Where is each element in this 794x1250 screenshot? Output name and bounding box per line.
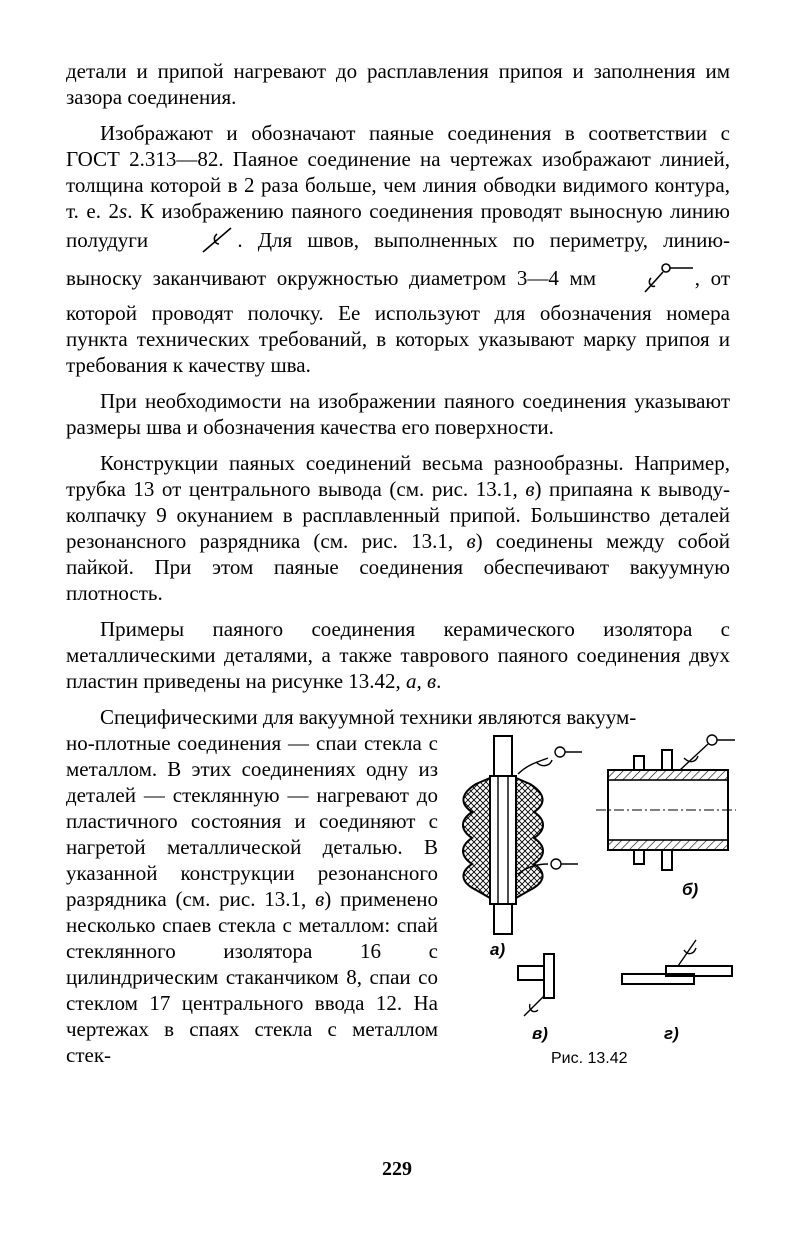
figure-caption: Рис. 13.42	[551, 1050, 628, 1067]
paragraph	[66, 616, 730, 694]
text-run: в	[315, 887, 325, 911]
text-run: .	[436, 669, 442, 693]
paragraph	[66, 450, 730, 606]
figure-label-g: г)	[664, 1024, 679, 1043]
page-body	[66, 58, 730, 1068]
text-run: Конструкции паяных соединений весьма разнообразны. Например, трубка 13 от центрального вывода (см. рис. 13.1,	[66, 451, 730, 501]
text-run: Примеры паяного соединения керамического изолятора с металлическими деталями, а также таврового паяного соединения двух пластин приведены на рисунке 13.42,	[66, 617, 730, 693]
drawing-a	[463, 736, 582, 934]
page-number: 229	[382, 1158, 412, 1180]
text-run: в	[525, 477, 535, 501]
solder-circle-symbol-icon	[607, 260, 695, 300]
paragraph: детали и припой нагревают до расплавления припоя и заполнения им зазора соединения.	[66, 59, 730, 109]
drawing-v	[518, 954, 554, 1016]
drawing-g	[622, 940, 732, 984]
text-run: ) припаяна к выводу-колпачку 9 окунанием в расплавленный припой. Большинство деталей резонансного разрядника (см. рис. 13.1,	[66, 477, 730, 553]
drawing-b	[596, 735, 736, 870]
text-run: Изображают и обозначают паяные соединения в соответствии с ГОСТ 2.313—82. Паяное соединение на чертежах изображают линией, толщина которой в 2 раза больше, чем линия обводки видимого контура, т. е. 2	[66, 121, 730, 223]
paragraph-first-line: Специфическими для вакуумной техники являются вакуум-	[100, 705, 637, 729]
figure-label-b: б)	[682, 880, 699, 899]
figure-13-42	[456, 734, 736, 1067]
text-run: в	[427, 669, 437, 693]
text-run: ,	[416, 669, 422, 693]
text-run: а	[406, 669, 417, 693]
paragraph: При необходимости на изображении паяного соединения указывают размеры шва и обозначения качества его поверхности.	[66, 389, 730, 439]
figure-label-v: в)	[532, 1024, 548, 1043]
solder-arc-symbol-icon	[163, 224, 237, 260]
figure-label-a: а)	[490, 940, 506, 959]
text-run: , от которой проводят полочку. Ее используют для обозначения номера пункта технических требований, в которых указывают марку припоя и требования к качеству шва.	[66, 265, 730, 377]
paragraph-wrapped	[66, 730, 438, 1068]
text-run: . К изображению паяного соединения проводят выносную линию полудуги	[66, 199, 730, 252]
text-with-figure	[66, 704, 730, 1068]
text-run: s	[119, 199, 128, 223]
text-run: ) соединены между собой пайкой. При этом паяные соединения обеспечивают вакуумную плотность.	[66, 529, 730, 605]
text-run: . Для швов, выполненных по периметру, линию-выноску заканчивают окружностью диаметром 3—4 мм	[66, 227, 730, 290]
text-run: ) применено несколько спаев стекла с металлом: спай стеклянного изолятора 16 с цилиндрическим стаканчиком 8, спаи со стеклом 17 центрального ввода 12. На чертежах в спаях стекла с металлом стек-	[66, 887, 438, 1067]
text-run: но-плотные соединения — спаи стекла с металлом. В этих соединениях одну из деталей — стеклянную — нагревают до пластичного состояния и соединяют с нагретой металлической деталью. В указанной конструкции резонансного разрядника (см. рис. 13.1,	[66, 731, 438, 911]
paragraph	[66, 120, 730, 378]
text-run: в	[466, 529, 476, 553]
